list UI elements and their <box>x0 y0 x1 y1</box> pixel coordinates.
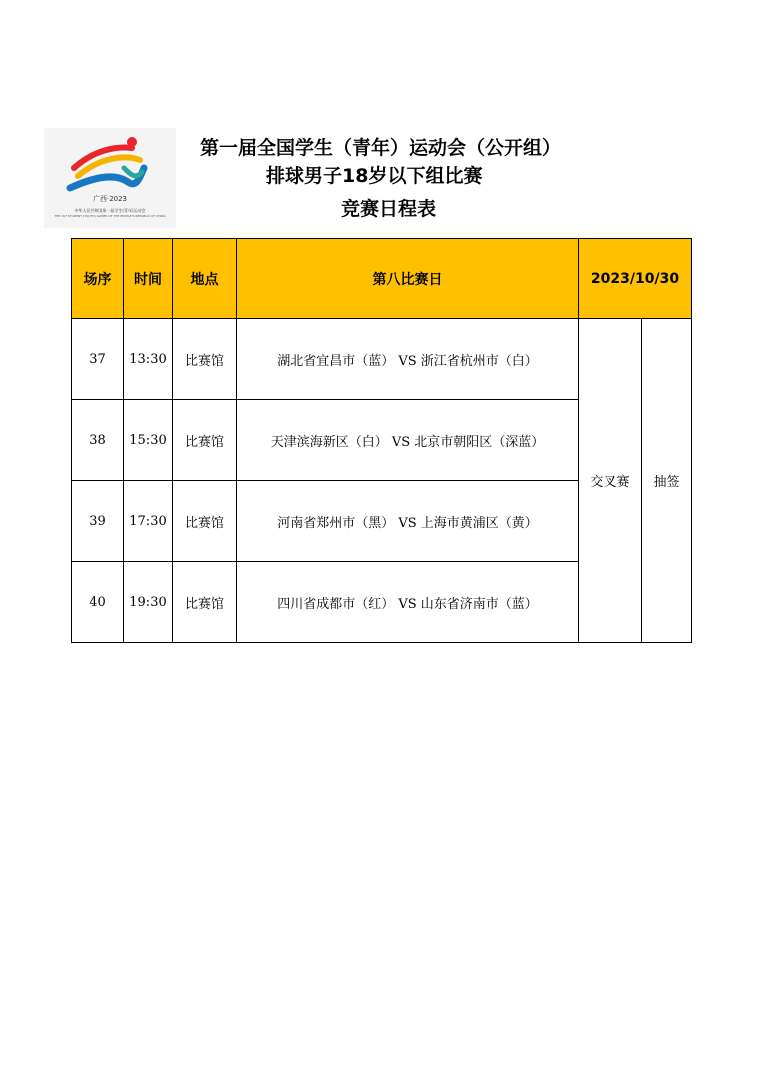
cell-stage: 交叉赛 <box>579 319 642 643</box>
cell-match: 天津滨海新区（白） VS 北京市朝阳区（深蓝） <box>237 400 579 481</box>
cell-seq: 37 <box>72 319 124 400</box>
cell-venue: 比赛馆 <box>173 481 237 562</box>
cell-time: 15:30 <box>124 400 173 481</box>
cell-method: 抽签 <box>642 319 692 643</box>
cell-match: 河南省郑州市（黑） VS 上海市黄浦区（黄） <box>237 481 579 562</box>
header-date: 2023/10/30 <box>579 239 692 319</box>
cell-match: 四川省成都市（红） VS 山东省济南市（蓝） <box>237 562 579 643</box>
header-match-day: 第八比赛日 <box>237 239 579 319</box>
header-seq: 场序 <box>72 239 124 319</box>
title-line-1: 第一届全国学生（青年）运动会（公开组） <box>200 137 562 159</box>
cell-seq: 39 <box>72 481 124 562</box>
header-time: 时间 <box>124 239 173 319</box>
games-emblem-icon <box>44 128 176 198</box>
table-header-row <box>72 239 692 319</box>
cell-venue: 比赛馆 <box>173 400 237 481</box>
cell-seq: 38 <box>72 400 124 481</box>
logo-year: 广西·2023 <box>92 195 128 203</box>
cell-venue: 比赛馆 <box>173 562 237 643</box>
cell-time: 13:30 <box>124 319 173 400</box>
cell-time: 17:30 <box>124 481 173 562</box>
title-line-3: 竞赛日程表 <box>341 198 437 220</box>
header-venue: 地点 <box>173 239 237 319</box>
cell-venue: 比赛馆 <box>173 319 237 400</box>
games-logo <box>44 128 176 228</box>
logo-caption: 中华人民共和国第一届学生(青年)运动会 <box>74 208 146 213</box>
table-row <box>72 319 692 400</box>
logo-caption-english: THE 1ST STUDENT (YOUTH) GAMES OF THE PEOPLE'S REPUBLIC OF CHINA <box>54 214 166 218</box>
cell-match: 湖北省宜昌市（蓝） VS 浙江省杭州市（白） <box>237 319 579 400</box>
cell-time: 19:30 <box>124 562 173 643</box>
cell-seq: 40 <box>72 562 124 643</box>
title-line-2: 排球男子18岁以下组比赛 <box>266 165 483 187</box>
schedule-table <box>71 238 692 643</box>
